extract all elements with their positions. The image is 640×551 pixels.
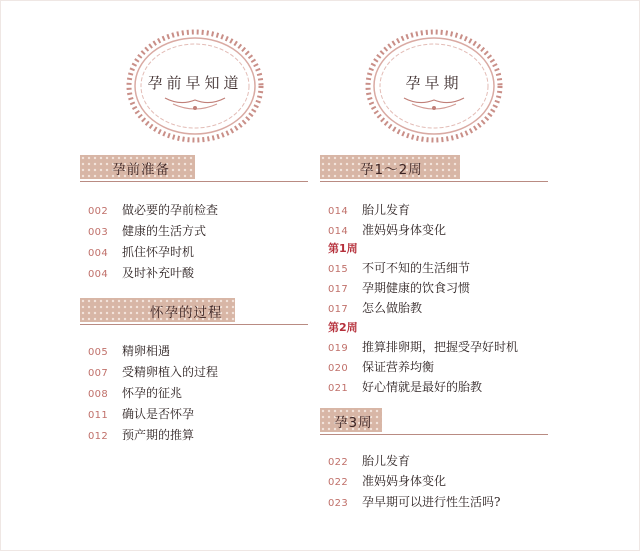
toc-entry[interactable] xyxy=(328,338,518,358)
entry-title: 及时补充叶酸 xyxy=(122,266,195,280)
section-title: 孕前准备 xyxy=(112,162,170,178)
entry-title: 抓住怀孕时机 xyxy=(122,245,195,259)
entry-title: 健康的生活方式 xyxy=(122,224,207,238)
entry-title: 受精卵植入的过程 xyxy=(122,365,219,379)
page-number: 004 xyxy=(88,248,108,259)
toc-entry[interactable] xyxy=(328,472,446,492)
toc-entry[interactable] xyxy=(328,221,446,241)
entry-title: 孕期健康的饮食习惯 xyxy=(362,281,471,295)
page-number: 011 xyxy=(88,410,108,421)
medallion-title: 孕早期 xyxy=(405,74,463,92)
entry-title: 怎么做胎教 xyxy=(362,301,423,315)
page-number: 005 xyxy=(88,347,108,358)
page-number: 021 xyxy=(328,383,348,394)
toc-entry[interactable] xyxy=(88,264,194,284)
entry-title: 预产期的推算 xyxy=(122,428,195,442)
toc-entry[interactable] xyxy=(88,426,194,446)
toc-entry[interactable] xyxy=(328,378,482,398)
toc-entry[interactable] xyxy=(88,405,194,425)
entry-title: 胎儿发育 xyxy=(362,454,411,468)
entry-title: 准妈妈身体变化 xyxy=(362,474,447,488)
toc-entry[interactable] xyxy=(328,493,500,513)
entry-title: 胎儿发育 xyxy=(362,203,411,217)
medallion-title: 孕前早知道 xyxy=(147,74,243,92)
section-title: 怀孕的过程 xyxy=(150,305,223,321)
entry-title: 保证营养均衡 xyxy=(362,360,435,374)
entry-title: 准妈妈身体变化 xyxy=(362,223,447,237)
section-divider xyxy=(80,324,308,325)
section-title: 孕1～2周 xyxy=(360,162,423,178)
entry-title: 精卵相遇 xyxy=(122,344,171,358)
entry-title: 孕早期可以进行性生活吗? xyxy=(362,495,501,509)
toc-entry[interactable] xyxy=(328,358,434,378)
entry-title: 不可不知的生活细节 xyxy=(362,261,471,275)
page-number: 023 xyxy=(328,498,348,509)
page-number: 017 xyxy=(328,284,348,295)
page-number: 020 xyxy=(328,363,348,374)
page-number: 022 xyxy=(328,457,348,468)
toc-entry[interactable] xyxy=(328,299,422,319)
entry-title: 做必要的孕前检查 xyxy=(122,203,219,217)
ornamental-medallion-left xyxy=(125,28,265,144)
page-number: 004 xyxy=(88,269,108,280)
ornamental-medallion-right xyxy=(364,28,504,144)
entry-title: 确认是否怀孕 xyxy=(122,407,195,421)
page-number: 017 xyxy=(328,304,348,315)
toc-entry[interactable] xyxy=(328,201,410,221)
section-header xyxy=(320,155,548,185)
page-number: 019 xyxy=(328,343,348,354)
page-number: 007 xyxy=(88,368,108,379)
section-divider xyxy=(320,434,548,435)
toc-entry[interactable] xyxy=(328,279,470,299)
entry-title: 怀孕的征兆 xyxy=(122,386,183,400)
page-number: 012 xyxy=(88,431,108,442)
section-header xyxy=(320,408,548,438)
page-number: 014 xyxy=(328,206,348,217)
toc-entry[interactable] xyxy=(88,384,182,404)
toc-entry[interactable] xyxy=(88,222,206,242)
page-number: 014 xyxy=(328,226,348,237)
toc-entry[interactable] xyxy=(88,243,194,263)
page-number: 015 xyxy=(328,264,348,275)
week-label: 第2周 xyxy=(328,321,358,334)
toc-entry[interactable] xyxy=(328,259,470,279)
page-number: 002 xyxy=(88,206,108,217)
toc-entry[interactable] xyxy=(328,452,410,472)
section-divider xyxy=(320,181,548,182)
toc-entry[interactable] xyxy=(88,363,218,383)
section-divider xyxy=(80,181,308,182)
entry-title: 好心情就是最好的胎教 xyxy=(362,380,483,394)
toc-entry[interactable] xyxy=(88,342,170,362)
entry-title: 推算排卵期，把握受孕好时机 xyxy=(362,340,519,354)
page-number: 008 xyxy=(88,389,108,400)
week-label: 第1周 xyxy=(328,242,358,255)
section-title: 孕3周 xyxy=(334,415,373,431)
section-header xyxy=(80,298,308,328)
page-number: 022 xyxy=(328,477,348,488)
page-number: 003 xyxy=(88,227,108,238)
section-header xyxy=(80,155,308,185)
toc-entry[interactable] xyxy=(88,201,218,221)
